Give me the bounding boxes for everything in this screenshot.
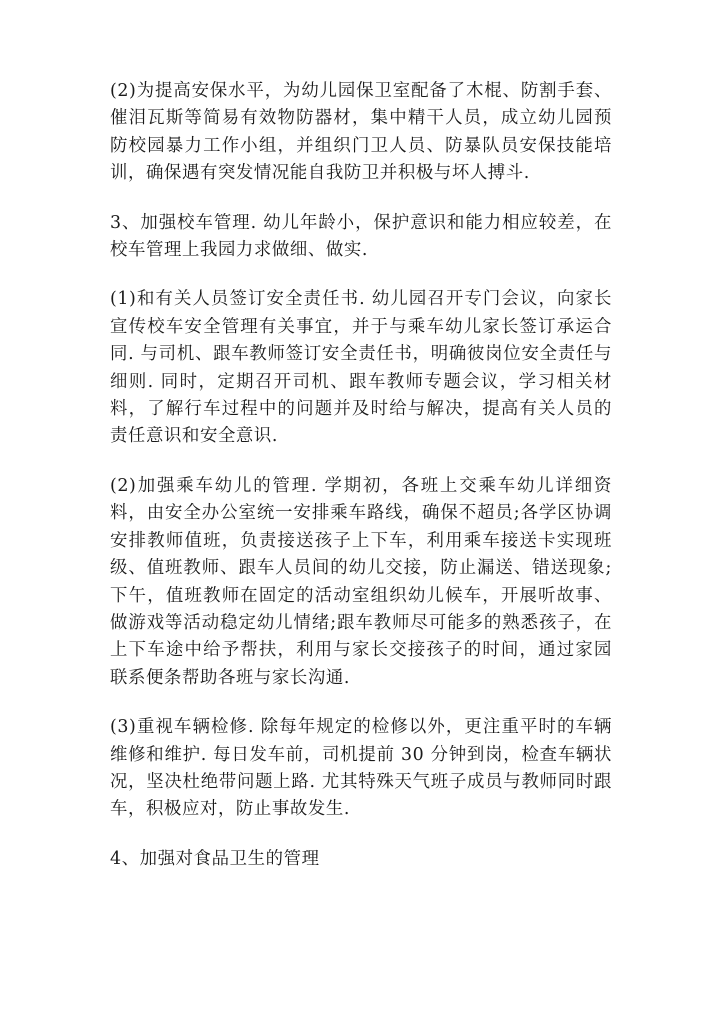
section-heading-school-bus: 3、加强校车管理. 幼儿年龄小，保护意识和能力相应较差，在校车管理上我园力求做细、做实.	[110, 212, 612, 261]
section-heading-food-hygiene: 4、加强对食品卫生的管理	[110, 848, 320, 869]
paragraph-vehicle-maintenance: (3)重视车辆检修. 除每年规定的检修以外，更注重平时的车辆维修和维护. 每日发车前，司机提前 30 分钟到岗，检查车辆状况，坚决杜绝带问题上路. 尤其特殊天气班子成员与教师同时跟车，积极应对，防止事故发生.	[110, 717, 612, 820]
paragraph-child-passenger-management: (2)加强乘车幼儿的管理. 学期初，各班上交乘车幼儿详细资料，由安全办公室统一安排乘车路线，确保不超员;各学区协调安排教师值班，负责接送孩子上下车，利用乘车接送卡实现班级、值班教师、跟车人员间的幼儿交接，防止漏送、错送现象;下午，值班教师在固定的活动室组织幼儿候车，开展听故事、做游戏等活动稳定幼儿情绪;跟车教师尽可能多的熟悉孩子，在上下车途中给予帮扶，利用与家长交接孩子的时间，通过家园联系便条帮助各班与家长沟通.	[110, 475, 612, 688]
paragraph-safety-responsibility: (1)和有关人员签订安全责任书. 幼儿园召开专门会议，向家长宣传校车安全管理有关事宜，并于与乘车幼儿家长签订承运合同. 与司机、跟车教师签订安全责任书，明确彼岗位安全责任与细则. 同时，定期召开司机、跟车教师专题会议，学习相关材料，了解行车过程中的问题并及时给与解决，提高有关人员的责任意识和安全意识.	[110, 289, 612, 447]
paragraph-security-equipment: (2)为提高安保水平，为幼儿园保卫室配备了木棍、防割手套、催泪瓦斯等简易有效物防器材，集中精干人员，成立幼儿园预防校园暴力工作小组，并组织门卫人员、防暴队员安保技能培训，确保遇有突发情况能自我防卫并积极与坏人搏斗.	[110, 81, 612, 184]
